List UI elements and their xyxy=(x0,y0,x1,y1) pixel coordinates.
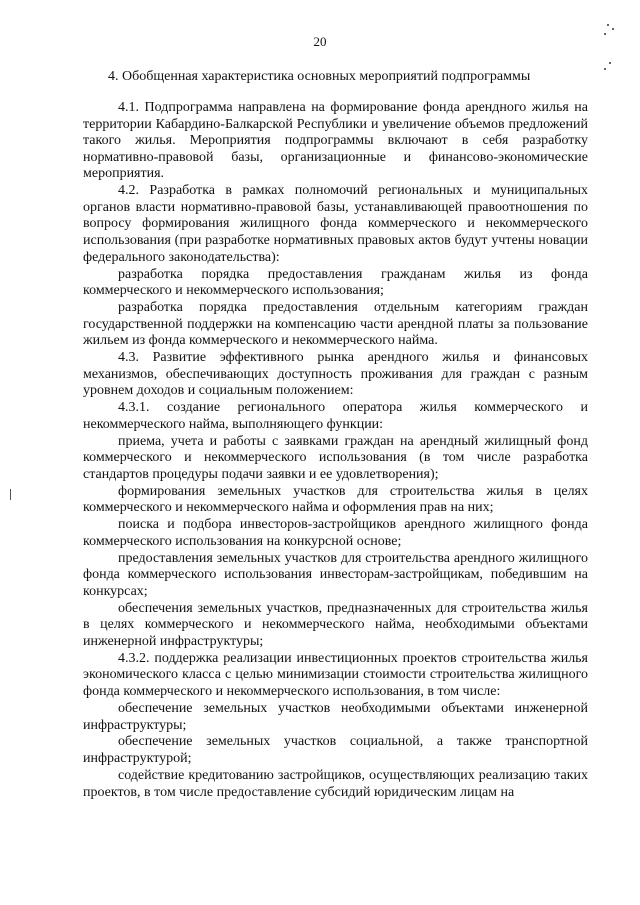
scan-margin-mark xyxy=(10,489,11,500)
scan-speck xyxy=(604,33,606,35)
paragraph-4-1: 4.1. Подпрограмма направлена на формирование фонда арендного жилья на территории Кабардино-Балкарской Республики и увеличение объемов предложений такого жилья. Мероприятия подпрограммы включают в себя разработку нормативно-правовой базы, организационные и финансово-экономические мероприятия. xyxy=(83,100,588,182)
paragraph-4-3-1: 4.3.1. создание регионального оператора жилья коммерческого и некоммерческого найма, выполняющего функции: xyxy=(83,400,588,432)
list-item: предоставления земельных участков для строительства арендного жилищного фонда коммерческого использования инвесторам-застройщикам, победившим на конкурсах; xyxy=(83,550,588,599)
scan-speck xyxy=(607,24,609,26)
paragraph-4-3: 4.3. Развитие эффективного рынка арендного жилья и финансовых механизмов, обеспечивающих доступность проживания для граждан с разным уровнем доходов и социальным положением: xyxy=(83,350,588,399)
paragraph-4-3-2: 4.3.2. поддержка реализации инвестиционных проектов строительства жилья экономического класса с целью минимизации стоимости строительства жилищного фонда коммерческого и некоммерческого использования, в том числе: xyxy=(83,650,588,700)
list-item: разработка порядка предоставления отдельным категориям граждан государственной поддержки на компенсацию части арендной платы за пользование жильем из фонда коммерческого и некоммерческого найма. xyxy=(83,300,588,349)
scan-speck xyxy=(609,62,611,64)
paragraph-4-2: 4.2. Разработка в рамках полномочий региональных и муниципальных органов власти нормативно-правовой базы, устанавливающей правоотношения по вопросу формирования жилищного фонда коммерческого и некоммерческого использования (при разработке нормативных правовых актов будут учтены новации федерального законодательства): xyxy=(83,183,588,265)
list-item: поиска и подбора инвесторов-застройщиков арендного жилищного фонда коммерческого использования на конкурсной основе; xyxy=(83,517,588,549)
document-body xyxy=(83,100,588,801)
list-item: разработка порядка предоставления гражданам жилья из фонда коммерческого и некоммерческого использования; xyxy=(83,266,588,299)
list-item: приема, учета и работы с заявками граждан на арендный жилищный фонд коммерческого и некоммерческого использования (в том числе разработка стандартов процедуры подачи заявки и ее удовлетворения); xyxy=(83,433,588,482)
scan-speck xyxy=(612,28,614,30)
list-item: обеспечение земельных участков социальной, а также транспортной инфраструктурой; xyxy=(83,734,588,767)
section-heading: 4. Обобщенная характеристика основных мероприятий подпрограммы xyxy=(108,69,531,84)
list-item: содействие кредитованию застройщиков, осуществляющих реализацию таких проектов, в том числе предоставление субсидий юридическим лицам на xyxy=(83,767,588,800)
page-number: 20 xyxy=(313,34,327,49)
list-item: формирования земельных участков для строительства жилья в целях коммерческого и некоммерческого найма и оформления прав на них; xyxy=(83,483,588,516)
list-item: обеспечение земельных участков необходимыми объектами инженерной инфраструктуры; xyxy=(83,700,588,733)
scan-speck xyxy=(604,68,606,70)
list-item: обеспечения земельных участков, предназначенных для строительства жилья в целях коммерческого и некоммерческого найма, необходимыми объектами инженерной инфраструктуры; xyxy=(83,600,588,649)
